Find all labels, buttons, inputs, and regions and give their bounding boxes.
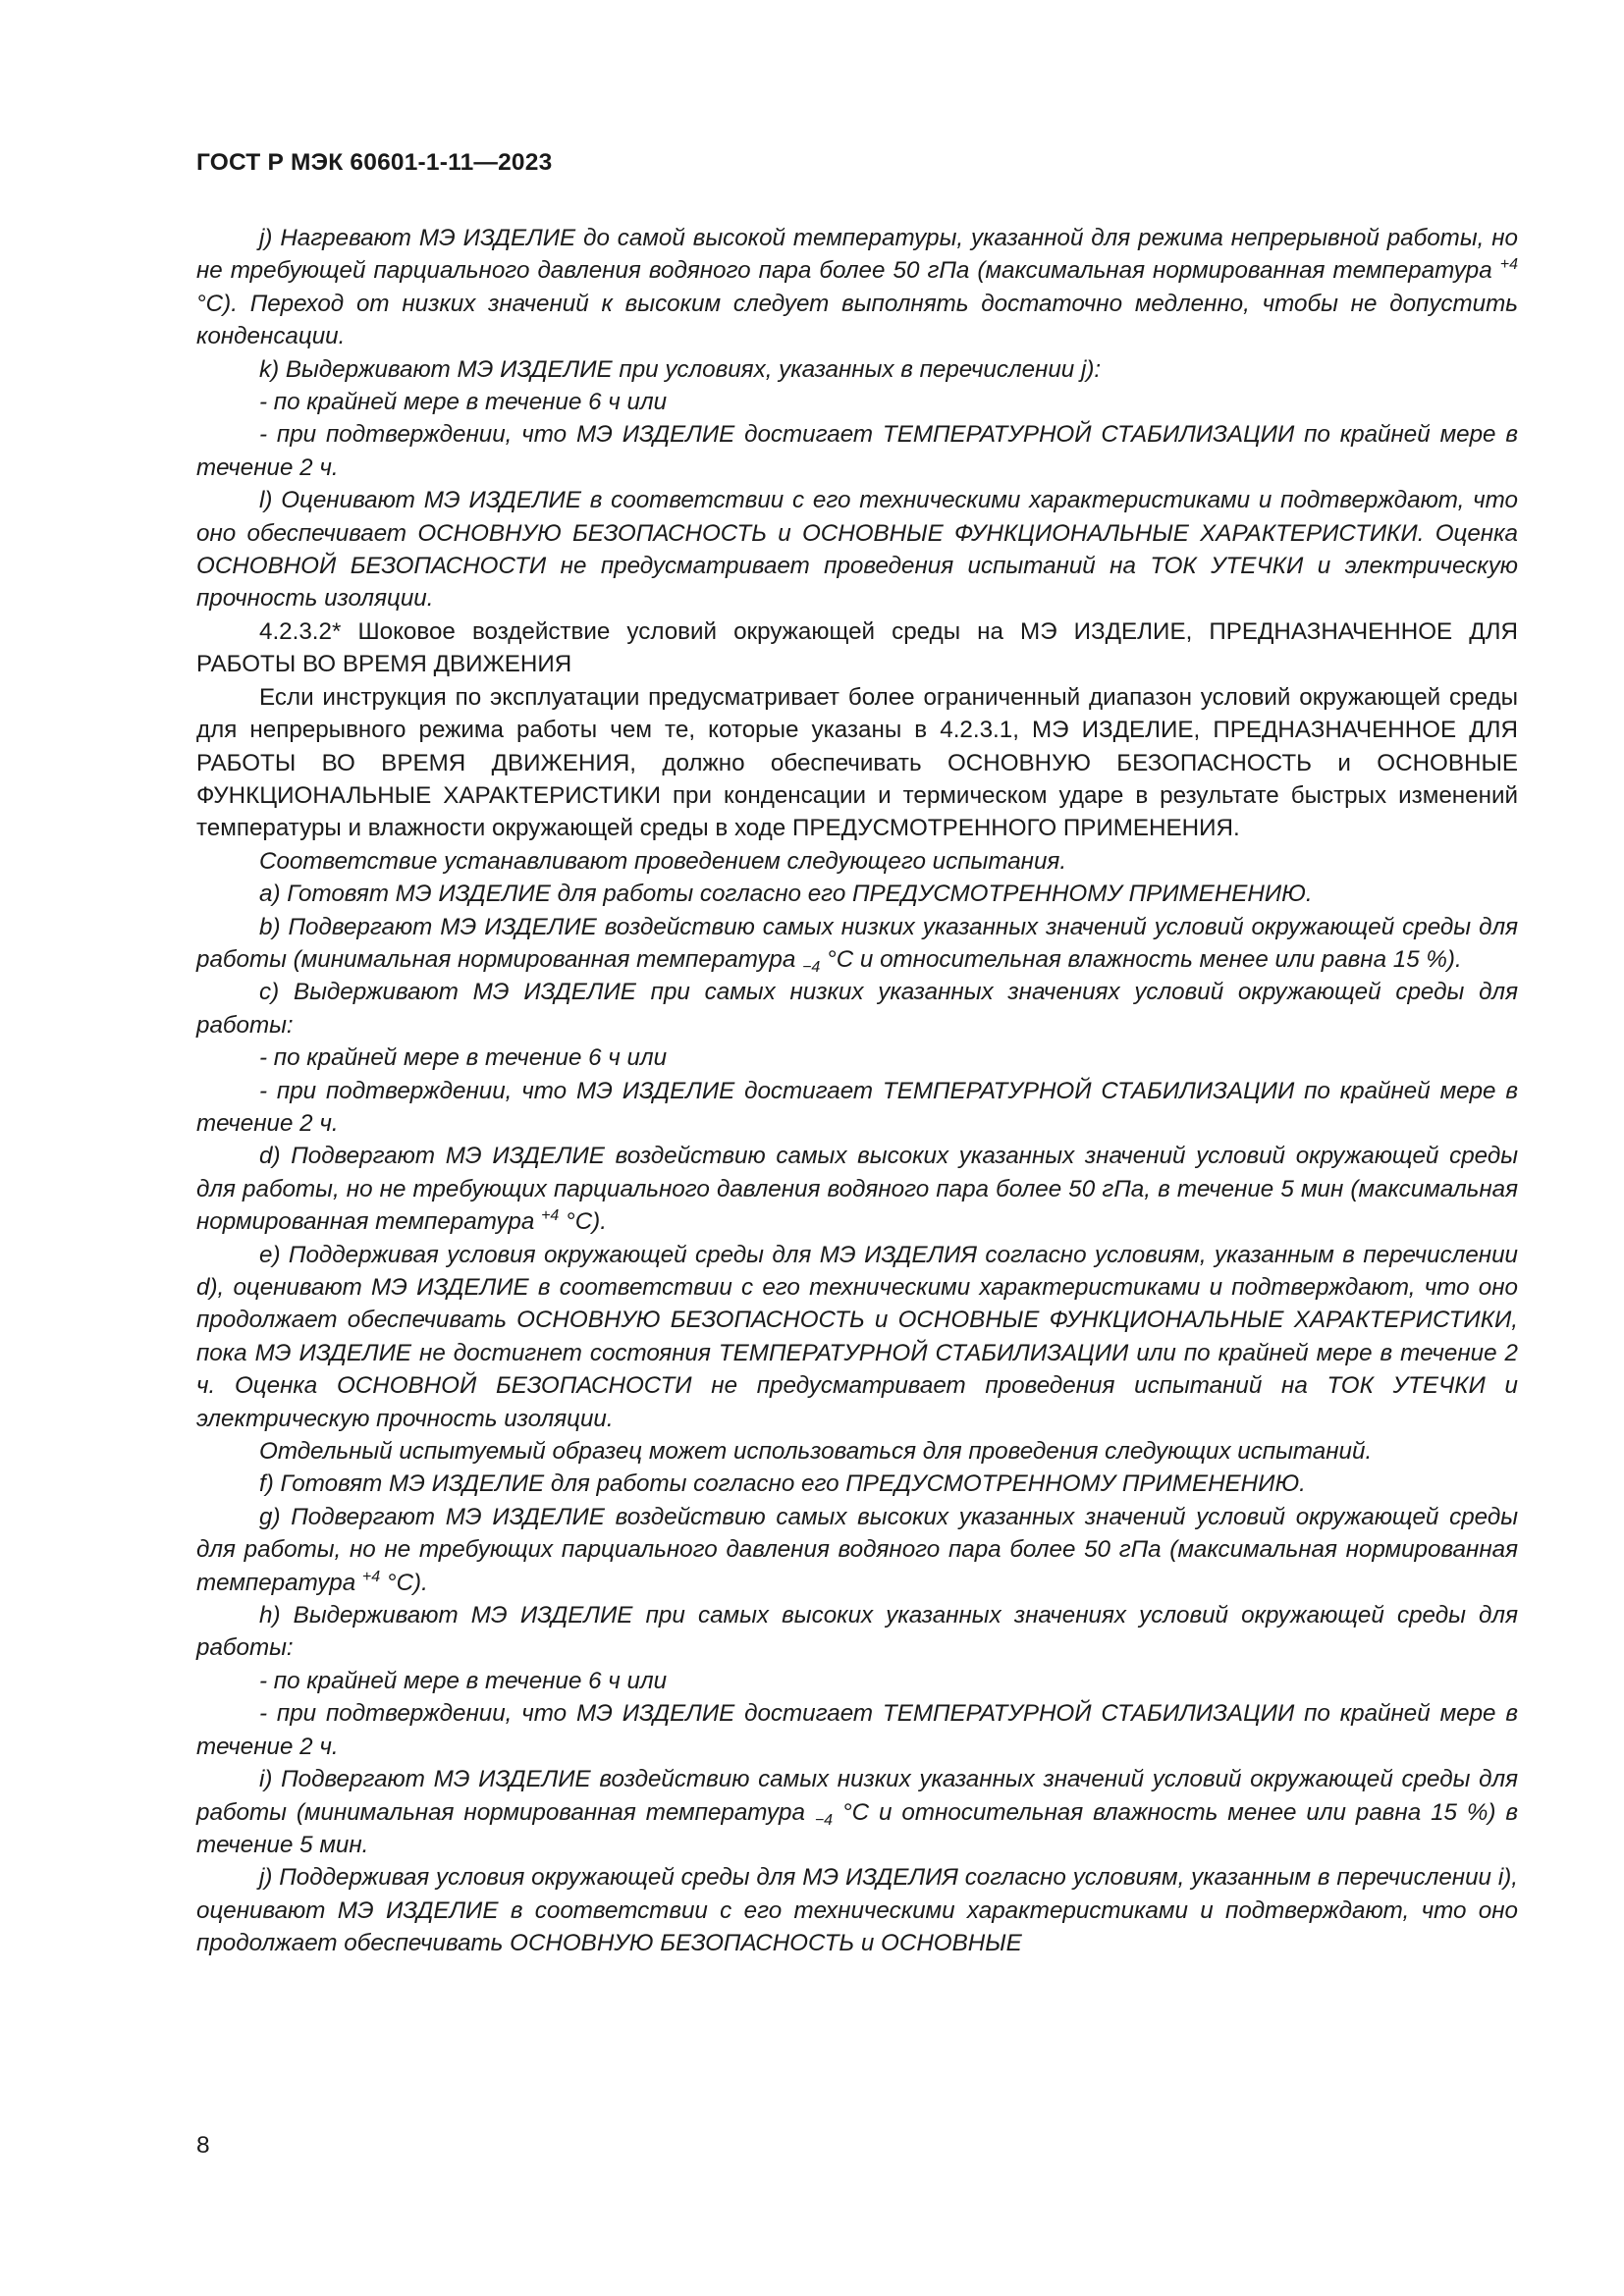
paragraph <box>196 976 1518 1041</box>
paragraph-text: l) Оценивают МЭ ИЗДЕЛИЕ в соответствии с его техническими характеристиками и подтверждают, что оно обеспечивает ОСНОВНУЮ БЕЗОПАСНОСТЬ и ОСНОВНЫЕ ФУНКЦИОНАЛЬНЫЕ ХАРАКТЕРИСТИКИ. Оценка ОСНОВНОЙ БЕЗОПАСНОСТИ не предусматривает проведения испытаний на ТОК УТЕЧКИ и электрическую прочность изоляции. <box>196 487 1518 613</box>
paragraph <box>196 1501 1518 1599</box>
paragraph-text: °С). <box>559 1208 607 1236</box>
paragraph <box>196 878 1518 910</box>
paragraph <box>196 1763 1518 1861</box>
paragraph <box>196 845 1518 878</box>
page-number: 8 <box>196 2132 210 2159</box>
standard-code-header: ГОСТ Р МЭК 60601-1-11—2023 <box>196 149 553 176</box>
paragraph-text: - по крайней мере в течение 6 ч или <box>259 1044 668 1072</box>
paragraph <box>196 386 1518 418</box>
paragraph <box>196 1468 1518 1500</box>
paragraph-text: Если инструкция по эксплуатации предусматривает более ограниченный диапазон условий окружающей среды для непрерывного режима работы чем те, которые указаны в 4.2.3.1, МЭ ИЗДЕЛИЕ, ПРЕДНАЗНАЧЕННОЕ ДЛЯ РАБОТЫ ВО ВРЕМЯ ДВИЖЕНИЯ, должно обеспечивать ОСНОВНУЮ БЕЗОПАСНОСТЬ и ОСНОВНЫЕ ФУНКЦИОНАЛЬНЫЕ ХАРАКТЕРИСТИКИ при конденсации и термическом ударе в результате быстрых изменений температуры и влажности окружающей среды в ходе ПРЕДУСМОТРЕННОГО ПРИМЕНЕНИЯ. <box>196 683 1518 842</box>
document-body <box>196 222 1518 1960</box>
paragraph <box>196 1861 1518 1959</box>
paragraph <box>196 1041 1518 1074</box>
paragraph-text: f) Готовят МЭ ИЗДЕЛИЕ для работы согласно его ПРЕДУСМОТРЕННОМУ ПРИМЕНЕНИЮ. <box>259 1470 1306 1498</box>
paragraph-text: Соответствие устанавливают проведением следующего испытания. <box>259 847 1067 875</box>
paragraph-text: e) Поддерживая условия окружающей среды для МЭ ИЗДЕЛИЯ согласно условиям, указанным в перечислении d), оценивают МЭ ИЗДЕЛИЕ в соответствии с его техническими характеристиками и подтверждают, что оно продолжает обеспечивать ОСНОВНУЮ БЕЗОПАСНОСТЬ и ОСНОВНЫЕ ФУНКЦИОНАЛЬНЫЕ ХАРАКТЕРИСТИКИ, пока МЭ ИЗДЕЛИЕ не достигнет состояния ТЕМПЕРАТУРНОЙ СТАБИЛИЗАЦИИ или по крайней мере в течение 2 ч. Оценка ОСНОВНОЙ БЕЗОПАСНОСТИ не предусматривает проведения испытаний на ТОК УТЕЧКИ и электрическую прочность изоляции. <box>196 1241 1518 1432</box>
paragraph-text: °С и относительная влажность менее или равна 15 %). <box>820 945 1462 973</box>
paragraph <box>196 1697 1518 1763</box>
paragraph-text: d) Подвергают МЭ ИЗДЕЛИЕ воздействию самых высоких указанных значений условий окружающей среды для работы, но не требующих парциального давления водяного пара более 50 гПа, в течение 5 мин (максимальная нормированная температура <box>196 1143 1518 1236</box>
paragraph-text: j) Поддерживая условия окружающей среды для МЭ ИЗДЕЛИЯ согласно условиям, указанным в перечислении i), оценивают МЭ ИЗДЕЛИЕ в соответствии с его техническими характеристиками и подтверждают, что оно продолжает обеспечивать ОСНОВНУЮ БЕЗОПАСНОСТЬ и ОСНОВНЫЕ <box>196 1864 1518 1957</box>
paragraph-text: b) Подвергают МЭ ИЗДЕЛИЕ воздействию самых низких указанных значений условий окружающей среды для работы (минимальная нормированная температура <box>196 913 1518 973</box>
paragraph <box>196 1435 1518 1468</box>
paragraph-text: Отдельный испытуемый образец может использоваться для проведения следующих испытаний. <box>259 1438 1373 1466</box>
paragraph <box>196 1140 1518 1238</box>
paragraph-text: - при подтверждении, что МЭ ИЗДЕЛИЕ достигает ТЕМПЕРАТУРНОЙ СТАБИЛИЗАЦИИ по крайней мере в течение 2 ч. <box>196 1700 1518 1760</box>
superscript-tolerance: +4 <box>1499 256 1518 274</box>
paragraph-text: i) Подвергают МЭ ИЗДЕЛИЕ воздействию самых низких указанных значений условий окружающей среды для работы (минимальная нормированная температура <box>196 1766 1518 1826</box>
paragraph-text: - при подтверждении, что МЭ ИЗДЕЛИЕ достигает ТЕМПЕРАТУРНОЙ СТАБИЛИЗАЦИИ по крайней мере в течение 2 ч. <box>196 421 1518 481</box>
subscript-tolerance: −4 <box>802 958 821 976</box>
paragraph-text: - по крайней мере в течение 6 ч или <box>259 389 668 416</box>
subscript-tolerance: −4 <box>814 1811 834 1829</box>
superscript-tolerance: +4 <box>361 1568 381 1585</box>
paragraph-text: a) Готовят МЭ ИЗДЕЛИЕ для работы согласно его ПРЕДУСМОТРЕННОМУ ПРИМЕНЕНИЮ. <box>259 881 1313 908</box>
paragraph-text: c) Выдерживают МЭ ИЗДЕЛИЕ при самых низких указанных значениях условий окружающей среды для работы: <box>196 979 1518 1039</box>
paragraph-text: - по крайней мере в течение 6 ч или <box>259 1667 668 1694</box>
paragraph <box>196 484 1518 615</box>
paragraph <box>196 1239 1518 1435</box>
paragraph <box>196 615 1518 681</box>
paragraph-text: - при подтверждении, что МЭ ИЗДЕЛИЕ достигает ТЕМПЕРАТУРНОЙ СТАБИЛИЗАЦИИ по крайней мере в течение 2 ч. <box>196 1077 1518 1137</box>
paragraph <box>196 1599 1518 1665</box>
paragraph-text: h) Выдерживают МЭ ИЗДЕЛИЕ при самых высоких указанных значениях условий окружающей среды для работы: <box>196 1602 1518 1662</box>
paragraph <box>196 681 1518 845</box>
paragraph <box>196 911 1518 977</box>
paragraph-text: °С). <box>380 1569 428 1596</box>
paragraph-text: g) Подвергают МЭ ИЗДЕЛИЕ воздействию самых высоких указанных значений условий окружающей среды для работы, но не требующих парциального давления водяного пара более 50 гПа (максимальная нормированная температура <box>196 1503 1518 1596</box>
paragraph <box>196 1665 1518 1697</box>
paragraph-text: °С). Переход от низких значений к высоким следует выполнять достаточно медленно, чтобы не допустить конденсации. <box>196 290 1518 350</box>
paragraph-text: 4.2.3.2* Шоковое воздействие условий окружающей среды на МЭ ИЗДЕЛИЕ, ПРЕДНАЗНАЧЕННОЕ ДЛЯ РАБОТЫ ВО ВРЕМЯ ДВИЖЕНИЯ <box>196 617 1518 678</box>
superscript-tolerance: +4 <box>541 1207 560 1225</box>
paragraph-text: °С и относительная влажность менее или равна 15 %) в течение 5 мин. <box>196 1798 1518 1858</box>
paragraph <box>196 1075 1518 1141</box>
paragraph-text: k) Выдерживают МЭ ИЗДЕЛИЕ при условиях, указанных в перечислении j): <box>259 355 1102 383</box>
paragraph <box>196 353 1518 386</box>
paragraph-text: j) Нагревают МЭ ИЗДЕЛИЕ до самой высокой температуры, указанной для режима непрерывной работы, но не требующей парциального давления водяного пара более 50 гПа (максимальная нормированная температура <box>196 225 1518 285</box>
paragraph <box>196 222 1518 353</box>
paragraph <box>196 418 1518 484</box>
